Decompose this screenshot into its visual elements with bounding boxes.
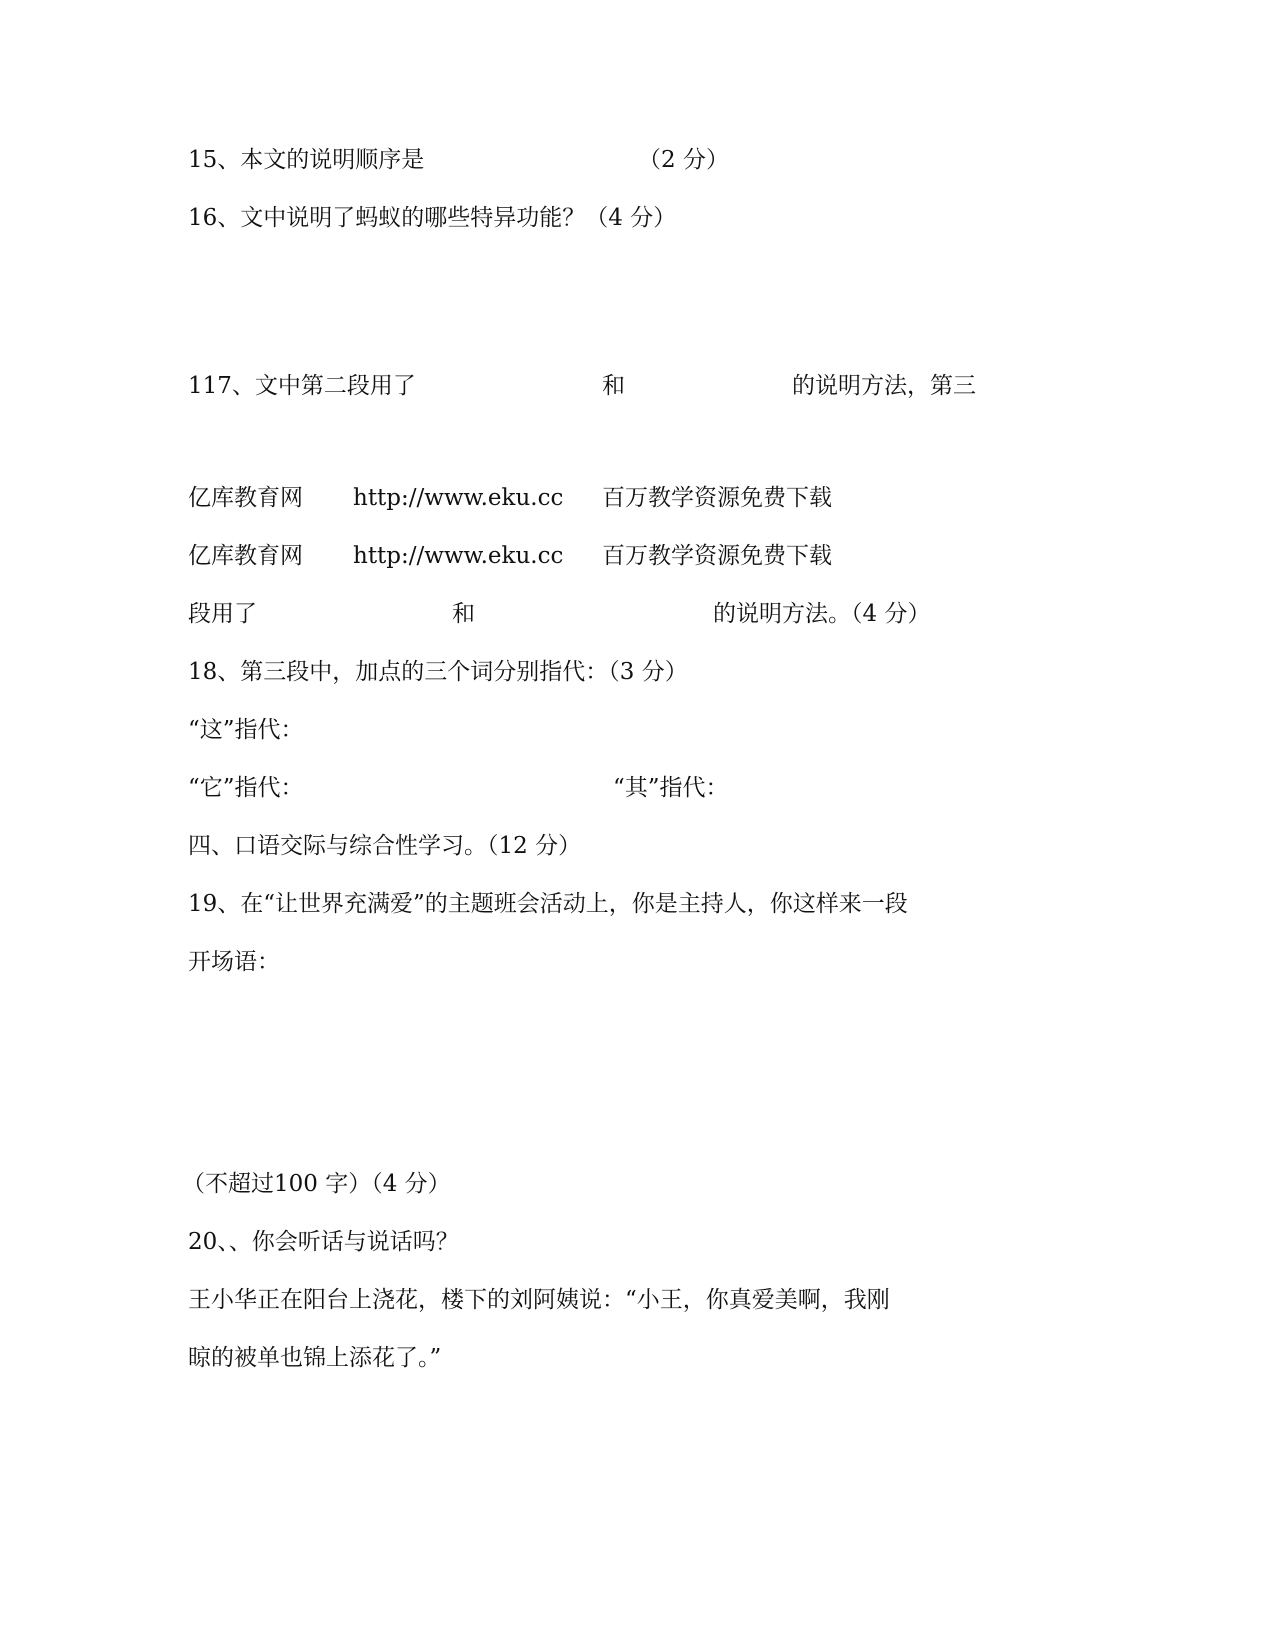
watermark-slogan: 百万教学资源免费下载: [602, 485, 832, 511]
q17-cont-part3: 的说明方法。（4 分）: [713, 601, 931, 627]
q18-zhe: “这”指代：: [188, 717, 304, 743]
q17-cont-part1: 段用了: [188, 601, 257, 627]
q18-qi: “其”指代：: [613, 775, 729, 801]
watermark-slogan: 百万教学资源免费下载: [602, 543, 832, 569]
q18-ta: “它”指代：: [188, 775, 304, 801]
watermark-url: http://www.eku.cc: [353, 543, 564, 569]
q15-text: 15、本文的说明顺序是: [188, 147, 425, 173]
q17-part2: 和: [602, 373, 625, 399]
q18-text: 18、第三段中，加点的三个词分别指代：（3 分）: [188, 659, 688, 685]
section4-title: 四、口语交际与综合性学习。（12 分）: [188, 833, 582, 859]
q17-part1: 117、文中第二段用了: [188, 373, 416, 399]
watermark-site: 亿库教育网: [188, 543, 303, 569]
q19-line2: 开场语：: [188, 949, 280, 975]
q20-title: 20、、你会听话与说话吗？: [188, 1229, 459, 1255]
watermark-url: http://www.eku.cc: [353, 485, 564, 511]
watermark-site: 亿库教育网: [188, 485, 303, 511]
q16-text: 16、文中说明了蚂蚁的哪些特异功能？（4 分）: [188, 205, 677, 231]
q19-note: （不超过100 字）（4 分）: [182, 1171, 451, 1197]
q20-line1: 王小华正在阳台上浇花，楼下的刘阿姨说：“小王，你真爱美啊，我刚: [188, 1287, 890, 1313]
q19-line1: 19、在“让世界充满爱”的主题班会活动上，你是主持人，你这样来一段: [188, 891, 908, 917]
q17-cont-part2: 和: [452, 601, 475, 627]
q20-line2: 晾的被单也锦上添花了。”: [188, 1345, 442, 1371]
q15-score: （2 分）: [638, 147, 729, 173]
q17-part3: 的说明方法，第三: [792, 373, 976, 399]
